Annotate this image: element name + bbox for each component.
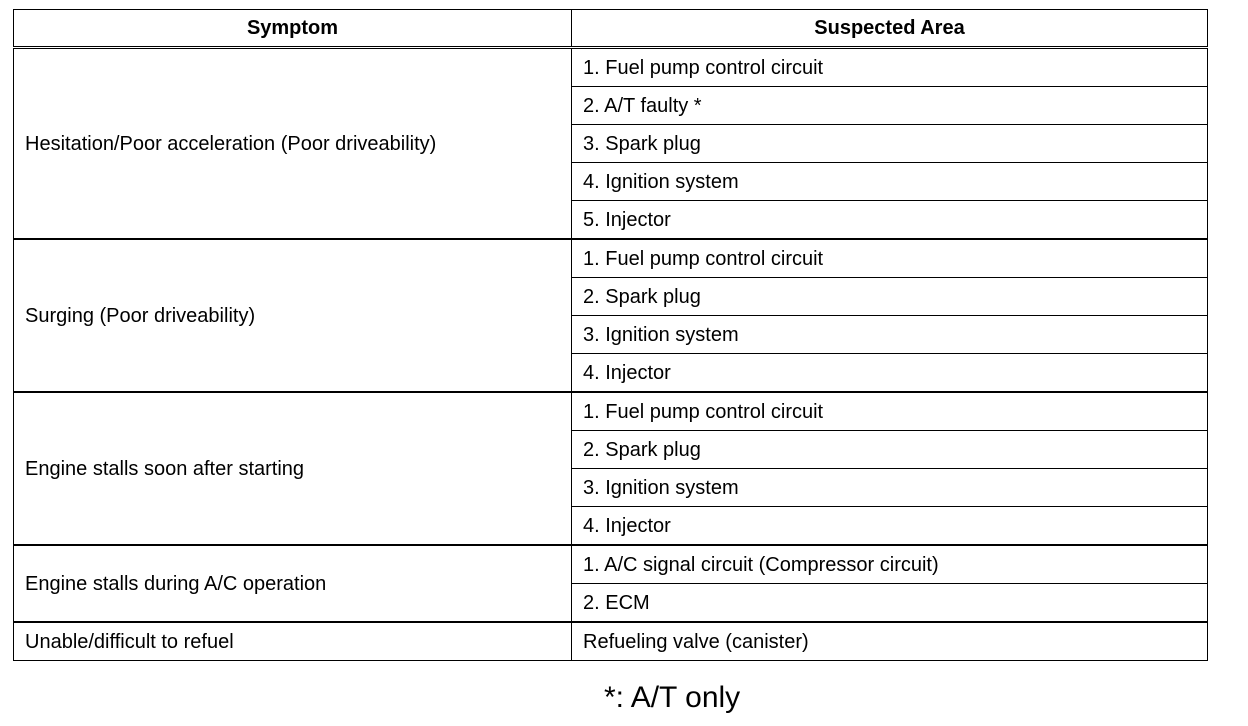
suspected-area-cell: 5. Injector xyxy=(572,201,1208,240)
troubleshooting-table xyxy=(13,9,1208,661)
suspected-area-cell: 3. Spark plug xyxy=(572,125,1208,163)
suspected-area-cell: 1. Fuel pump control circuit xyxy=(572,239,1208,278)
symptom-group-stalls-ac xyxy=(14,545,1208,622)
symptom-cell: Unable/difficult to refuel xyxy=(14,622,572,661)
table-row xyxy=(14,545,1208,584)
symptom-cell: Engine stalls during A/C operation xyxy=(14,545,572,622)
suspected-area-cell: 1. A/C signal circuit (Compressor circuit) xyxy=(572,545,1208,584)
symptom-group-surging xyxy=(14,239,1208,392)
suspected-area-cell: 4. Ignition system xyxy=(572,163,1208,201)
header-suspected-area: Suspected Area xyxy=(572,10,1208,48)
suspected-area-cell: Refueling valve (canister) xyxy=(572,622,1208,661)
suspected-area-cell: 1. Fuel pump control circuit xyxy=(572,48,1208,87)
suspected-area-cell: 2. ECM xyxy=(572,584,1208,623)
symptom-group-hesitation xyxy=(14,48,1208,240)
footnote: *: A/T only xyxy=(604,681,741,714)
table-row xyxy=(14,622,1208,661)
suspected-area-cell: 2. Spark plug xyxy=(572,278,1208,316)
suspected-area-cell: 4. Injector xyxy=(572,354,1208,393)
suspected-area-cell: 2. Spark plug xyxy=(572,431,1208,469)
table-header xyxy=(14,10,1208,48)
symptom-cell: Engine stalls soon after starting xyxy=(14,392,572,545)
suspected-area-cell: 2. A/T faulty * xyxy=(572,87,1208,125)
table-row xyxy=(14,48,1208,87)
symptom-group-stalls-after-starting xyxy=(14,392,1208,545)
symptom-cell: Surging (Poor driveability) xyxy=(14,239,572,392)
header-symptom: Symptom xyxy=(14,10,572,48)
suspected-area-cell: 1. Fuel pump control circuit xyxy=(572,392,1208,431)
suspected-area-cell: 4. Injector xyxy=(572,507,1208,546)
table-row xyxy=(14,239,1208,278)
table-row xyxy=(14,392,1208,431)
symptom-group-refuel xyxy=(14,622,1208,661)
symptom-cell: Hesitation/Poor acceleration (Poor driveability) xyxy=(14,48,572,240)
suspected-area-cell: 3. Ignition system xyxy=(572,316,1208,354)
header-row xyxy=(14,10,1208,48)
suspected-area-cell: 3. Ignition system xyxy=(572,469,1208,507)
